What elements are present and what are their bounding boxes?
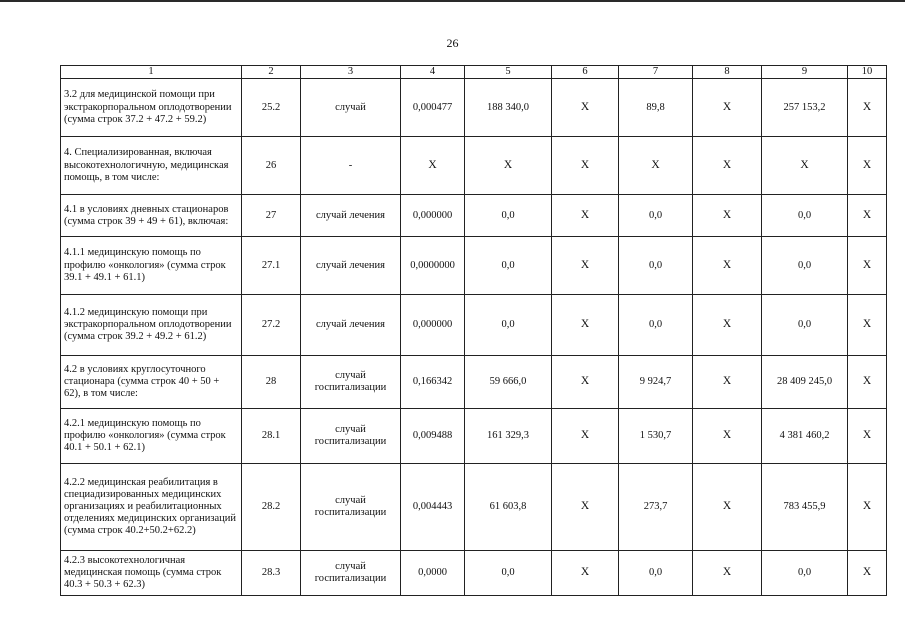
cell-col6: X (552, 295, 619, 356)
cell-col9: 28 409 245,0 (762, 356, 848, 409)
row-code: 27.2 (242, 295, 301, 356)
column-header: 10 (848, 66, 887, 79)
cell-col7: 0,0 (619, 295, 693, 356)
row-unit: случай госпитализации (301, 356, 401, 409)
column-number-row (61, 66, 887, 79)
row-unit: случай лечения (301, 237, 401, 295)
column-header: 9 (762, 66, 848, 79)
cell-col4: X (401, 137, 465, 195)
row-label: 4.1.1 медицинскую помощь по профилю «онкология» (сумма строк 39.1 + 49.1 + 61.1) (61, 237, 242, 295)
cell-col5: 0,0 (465, 295, 552, 356)
cell-col4: 0,000000 (401, 195, 465, 237)
cell-col6: X (552, 137, 619, 195)
cell-col10: X (848, 79, 887, 137)
row-label: 4.1 в условиях дневных стационаров (сумма строк 39 + 49 + 61), включая: (61, 195, 242, 237)
row-label: 4.2 в условиях круглосуточного стационара (сумма строк 40 + 50 + 62), в том числе: (61, 356, 242, 409)
row-label: 4.2.2 медицинская реабилитация в специадизированных медицинских организациях и реабилитационных отделениях медицинских организаций (сумма строк 40.2+50.2+62.2) (61, 464, 242, 551)
cell-col4: 0,166342 (401, 356, 465, 409)
table-row (61, 79, 887, 137)
table-row (61, 295, 887, 356)
cell-col7: 273,7 (619, 464, 693, 551)
cell-col7: 0,0 (619, 195, 693, 237)
table-row (61, 137, 887, 195)
column-header: 4 (401, 66, 465, 79)
row-code: 28 (242, 356, 301, 409)
column-header: 7 (619, 66, 693, 79)
row-code: 28.1 (242, 409, 301, 464)
cell-col7: 0,0 (619, 237, 693, 295)
cell-col5: 161 329,3 (465, 409, 552, 464)
table-row (61, 237, 887, 295)
cell-col7: 89,8 (619, 79, 693, 137)
cell-col6: X (552, 79, 619, 137)
cell-col8: X (693, 237, 762, 295)
cell-col6: X (552, 237, 619, 295)
cell-col4: 0,009488 (401, 409, 465, 464)
row-label: 4.2.3 высокотехнологичная медицинская помощь (сумма строк 40.3 + 50.3 + 62.3) (61, 551, 242, 596)
column-header: 6 (552, 66, 619, 79)
cell-col5: 0,0 (465, 237, 552, 295)
cell-col6: X (552, 195, 619, 237)
cell-col8: X (693, 137, 762, 195)
row-code: 28.2 (242, 464, 301, 551)
row-label: 3.2 для медицинской помощи при экстракорпоральном оплодотворении (сумма строк 37.2 + 47.2 + 59.2) (61, 79, 242, 137)
cell-col6: X (552, 464, 619, 551)
cell-col10: X (848, 551, 887, 596)
table-row (61, 551, 887, 596)
row-code: 25.2 (242, 79, 301, 137)
cell-col6: X (552, 356, 619, 409)
cell-col10: X (848, 195, 887, 237)
column-header: 2 (242, 66, 301, 79)
cell-col9: 257 153,2 (762, 79, 848, 137)
cell-col8: X (693, 79, 762, 137)
cell-col4: 0,000000 (401, 295, 465, 356)
cell-col4: 0,0000000 (401, 237, 465, 295)
cell-col9: 783 455,9 (762, 464, 848, 551)
cell-col8: X (693, 356, 762, 409)
cell-col5: 59 666,0 (465, 356, 552, 409)
column-header: 8 (693, 66, 762, 79)
cell-col10: X (848, 356, 887, 409)
row-unit: случай лечения (301, 195, 401, 237)
table-row (61, 464, 887, 551)
cell-col9: 4 381 460,2 (762, 409, 848, 464)
cell-col7: 0,0 (619, 551, 693, 596)
cell-col4: 0,000477 (401, 79, 465, 137)
column-header: 3 (301, 66, 401, 79)
cell-col6: X (552, 409, 619, 464)
cell-col5: 61 603,8 (465, 464, 552, 551)
row-unit: случай (301, 79, 401, 137)
row-label: 4.2.1 медицинскую помощь по профилю «онкология» (сумма строк 40.1 + 50.1 + 62.1) (61, 409, 242, 464)
row-unit: случай госпитализации (301, 464, 401, 551)
cell-col8: X (693, 409, 762, 464)
cell-col9: 0,0 (762, 295, 848, 356)
cell-col10: X (848, 464, 887, 551)
cell-col8: X (693, 464, 762, 551)
cell-col9: 0,0 (762, 237, 848, 295)
page-number: 26 (446, 36, 459, 50)
cell-col6: X (552, 551, 619, 596)
cell-col7: 1 530,7 (619, 409, 693, 464)
cell-col10: X (848, 295, 887, 356)
cell-col9: 0,0 (762, 551, 848, 596)
cell-col7: X (619, 137, 693, 195)
row-code: 27 (242, 195, 301, 237)
table-row (61, 409, 887, 464)
row-unit: случай госпитализации (301, 409, 401, 464)
row-unit: случай госпитализации (301, 551, 401, 596)
row-unit: - (301, 137, 401, 195)
row-label: 4.1.2 медицинскую помощи при экстракорпоральном оплодотворении (сумма строк 39.2 + 49.2 + 61.2) (61, 295, 242, 356)
data-table (60, 65, 887, 596)
cell-col8: X (693, 295, 762, 356)
table-row (61, 356, 887, 409)
cell-col5: 0,0 (465, 551, 552, 596)
cell-col5: 188 340,0 (465, 79, 552, 137)
row-unit: случай лечения (301, 295, 401, 356)
cell-col8: X (693, 195, 762, 237)
cell-col10: X (848, 409, 887, 464)
scan-top-edge (0, 0, 905, 2)
column-header: 1 (61, 66, 242, 79)
cell-col10: X (848, 137, 887, 195)
cell-col8: X (693, 551, 762, 596)
row-label: 4. Специализированная, включая высокотехнологичную, медицинская помощь, в том числе: (61, 137, 242, 195)
cell-col9: X (762, 137, 848, 195)
cell-col4: 0,0000 (401, 551, 465, 596)
cell-col5: 0,0 (465, 195, 552, 237)
row-code: 27.1 (242, 237, 301, 295)
row-code: 28.3 (242, 551, 301, 596)
cell-col10: X (848, 237, 887, 295)
cell-col9: 0,0 (762, 195, 848, 237)
column-header: 5 (465, 66, 552, 79)
cell-col4: 0,004443 (401, 464, 465, 551)
cell-col5: X (465, 137, 552, 195)
table-row (61, 195, 887, 237)
cell-col7: 9 924,7 (619, 356, 693, 409)
row-code: 26 (242, 137, 301, 195)
